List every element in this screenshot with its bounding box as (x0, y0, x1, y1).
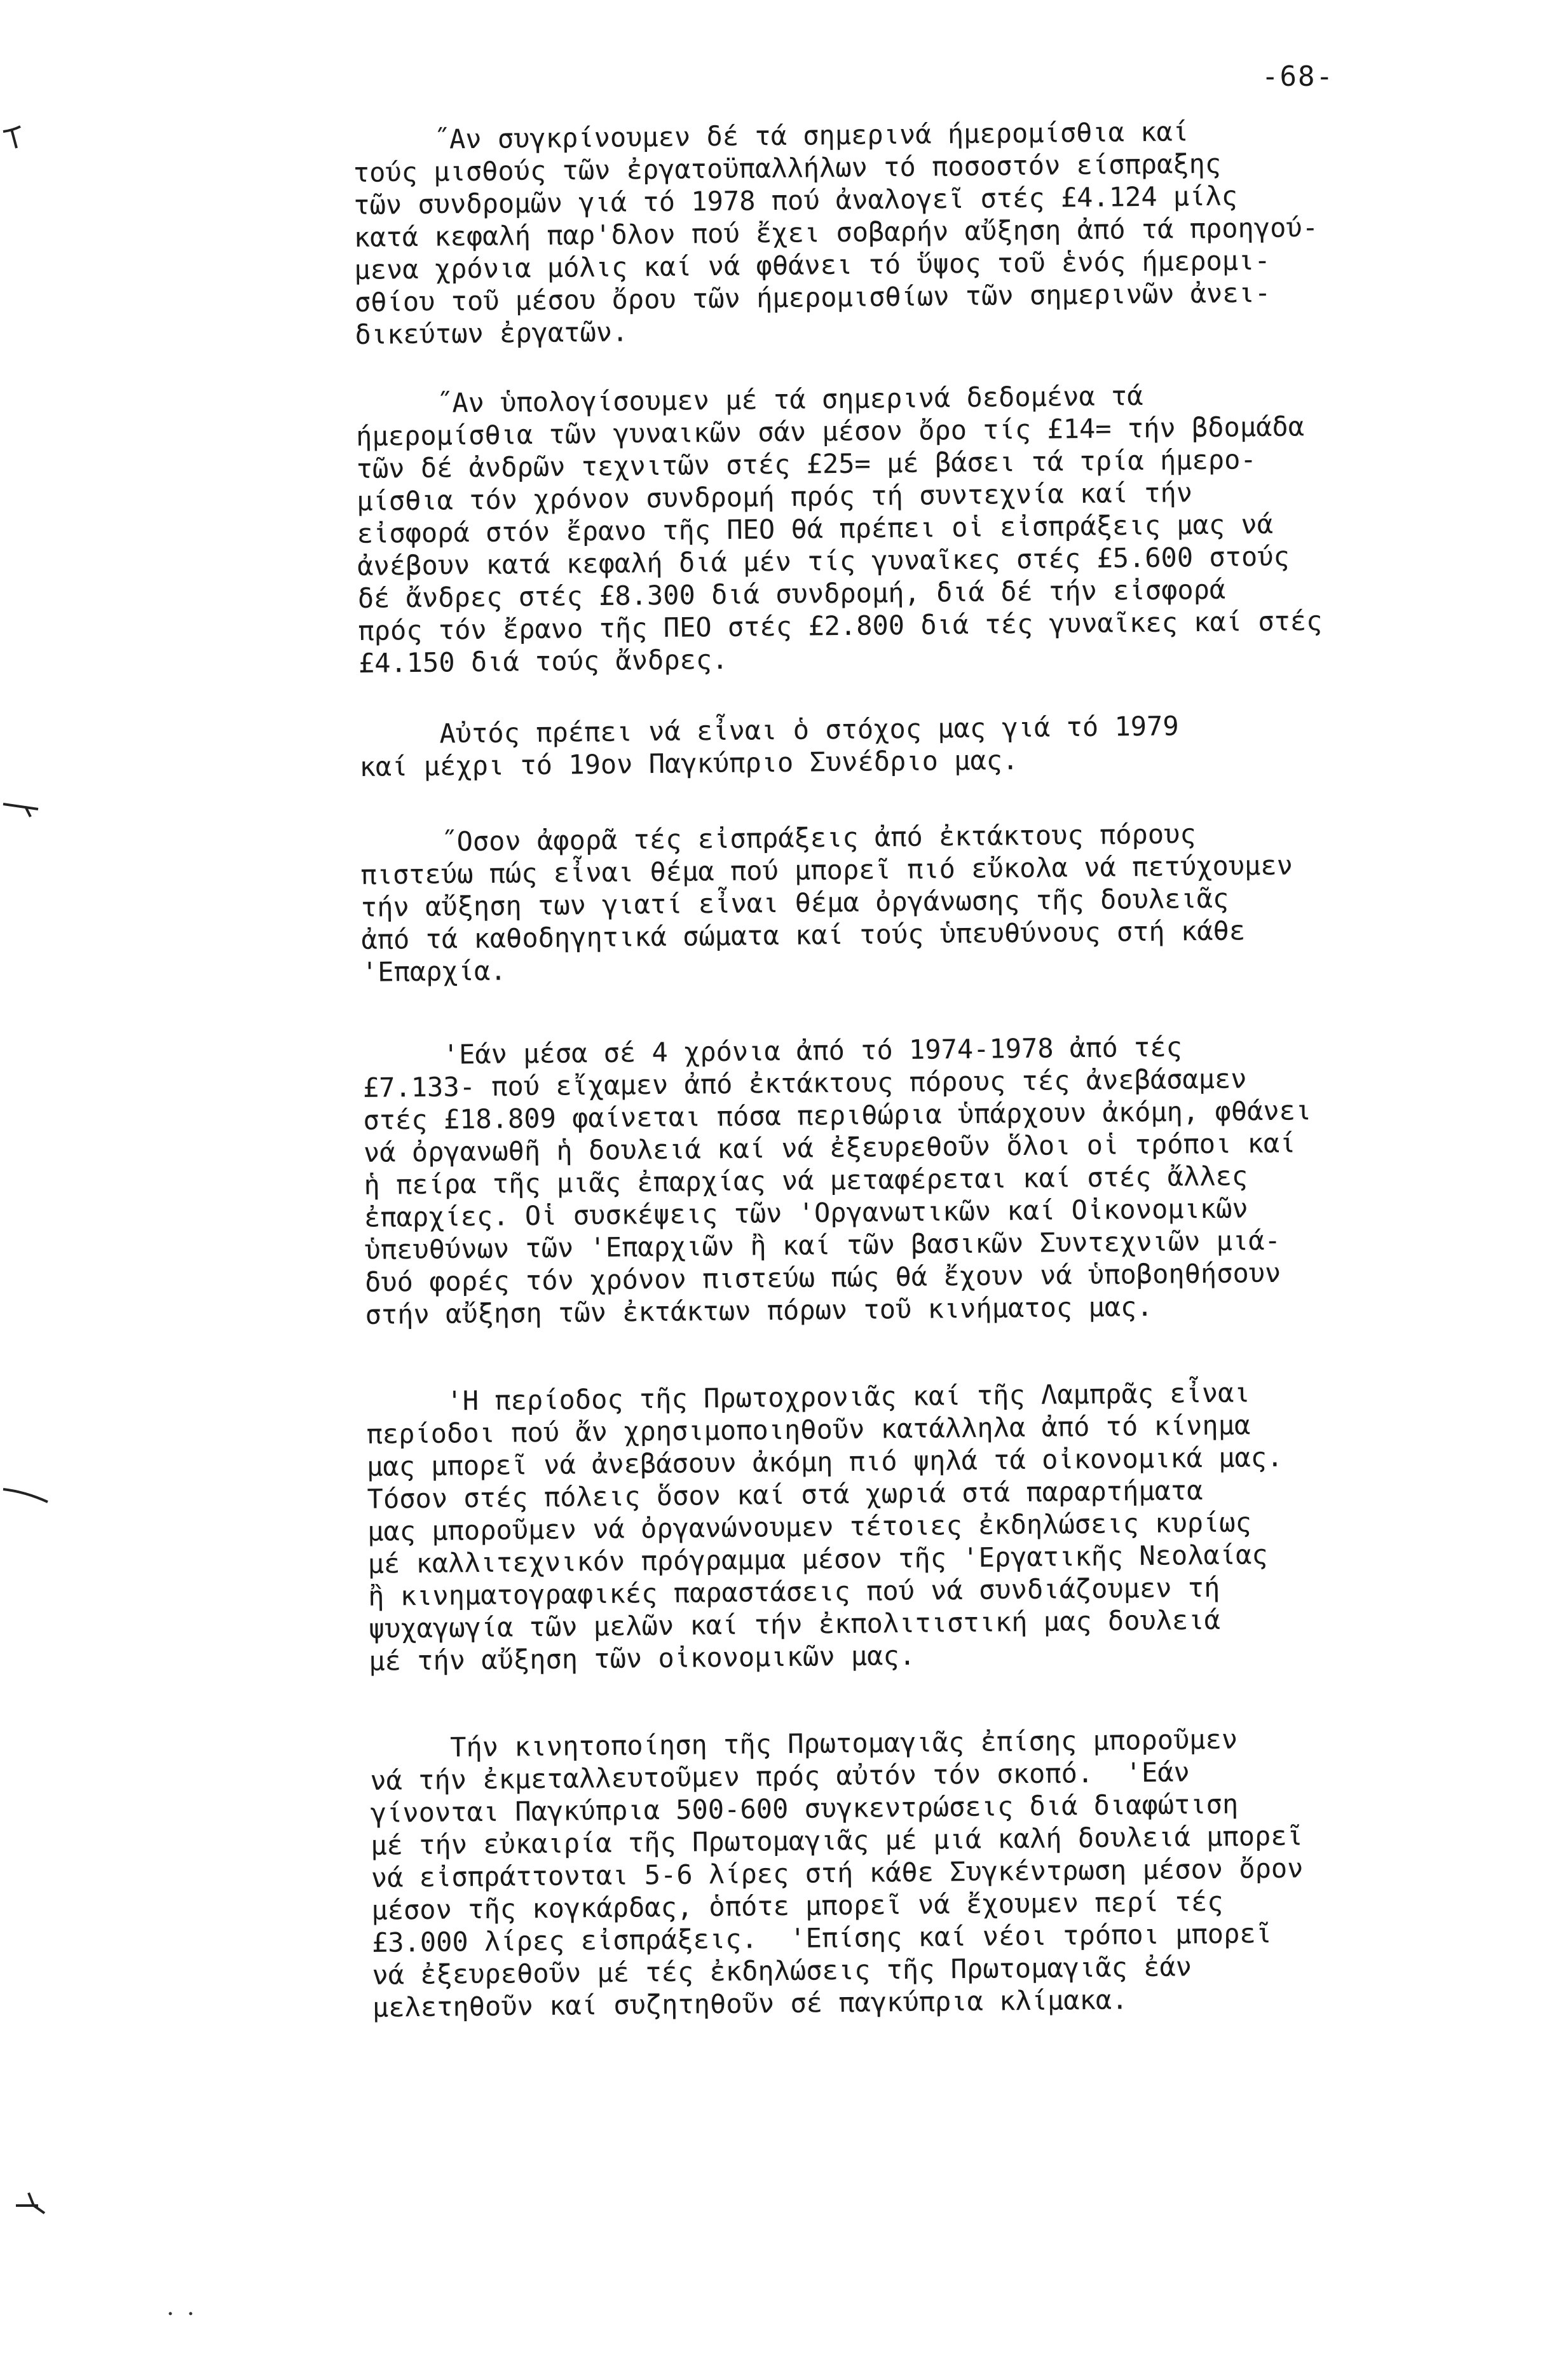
paragraph-6 (366, 1374, 1507, 1677)
text-line: στές £18.809 φαίνεται πόσα περιθώρια ὑπάρχουν ἀκόμη, φθάνει (363, 1095, 1312, 1136)
text-line: μας μπορεῖ νά ἀνεβάσουν ἀκόμη πιό ψηλά τά οἰκονομικά μας. (366, 1441, 1283, 1482)
text-line: μενα χρόνια μόλις καί νά φθάνει τό ὕψος τοῦ ἑνός ήμερομι- (354, 244, 1271, 285)
text-line: νά εἰσπράττονται 5-6 λίρες στή κάθε Συγκέντρωση μέσον ὄρον (371, 1852, 1304, 1893)
paragraph-4 (360, 814, 1500, 988)
text-line: περίοδοι πού ἄν χρησιμοποιηθοῦν κατάλληλα ἀπό τό κίνημα (366, 1409, 1251, 1450)
text-line: σθίου τοῦ μέσου ὄρου τῶν ήμερομισθίων τῶν σημερινῶν ἀνει- (354, 276, 1271, 318)
text-line: Τόσον στές πόλεις ὅσον καί στά χωριά στά παραρτήματα (367, 1475, 1203, 1515)
paragraph-7 (369, 1720, 1510, 2024)
text-line: νά ὀργανωθῆ ἡ δουλειά καί νά ἐξευρεθοῦν ὅλοι οἱ τρόποι καί (363, 1127, 1296, 1168)
body-text (353, 112, 1490, 2023)
text-line: τῶν δέ ἀνδρῶν τεχνιτῶν στές £25= μέ βάσει τά τρία ήμερο- (356, 444, 1257, 484)
text-line: μέ καλλιτεχνικόν πρόγραμμα μέσον τῆς 'Εργατικῆς Νεολαίας (367, 1539, 1268, 1579)
text-line: ἀπό τά καθοδηγητικά σώματα καί τούς ὑπευθύνους στή κάθε (361, 915, 1246, 955)
text-line: ψυχαγωγία τῶν μελῶν καί τήν ἐκπολιτιστική μας δουλειά (368, 1604, 1221, 1644)
text-line: £4.150 διά τούς ἄνδρες. (358, 643, 728, 679)
text-line: ἢ κινηματογραφικές παραστάσεις πού νά συνδιάζουμεν τή (368, 1571, 1220, 1612)
text-line: δικεύτων ἐργατῶν. (355, 316, 629, 350)
text-line: πρός τόν ἔρανο τῆς ΠΕΟ στές £2.800 διά τές γυναῖκες καί στές (358, 605, 1323, 646)
text-line: κατά κεφαλή παρ'δλον πού ἔχει σοβαρήν αὔξηση ἀπό τά προηγού- (353, 212, 1319, 253)
margin-mark-1 (0, 118, 38, 156)
text-line: μίσθια τόν χρόνον συνδρομή πρός τή συντεχνία καί τήν (356, 477, 1193, 517)
page-number: -68- (1262, 60, 1334, 93)
text-line: τούς μισθούς τῶν ἐργατοϋπαλλήλων τό ποσοστόν είσπραξης (353, 147, 1222, 188)
text-line: μέ τήν αὔξηση τῶν οἰκονομικῶν μας. (369, 1639, 916, 1677)
text-line: δέ ἄνδρες στές £8.300 διά συνδρομή, διά δέ τήν εἰσφορά (357, 573, 1226, 614)
text-line: Τήν κινητοποίηση τῆς Πρωτομαγιᾶς ἐπίσης μποροῦμεν (369, 1723, 1238, 1764)
margin-mark-4 (10, 2186, 54, 2225)
text-line: ἡ πείρα τῆς μιᾶς ἐπαρχίας νά μεταφέρεται καί στές ἄλλες (364, 1160, 1248, 1201)
text-line: εἰσφορά στόν ἔρανο τῆς ΠΕΟ θά πρέπει οἱ εἰσπράξεις μας νά (357, 508, 1274, 549)
scan-dots (165, 2307, 203, 2320)
text-line: τῶν συνδρομῶν γιά τό 1978 πού ἀναλογεῖ στές £4.124 μίλς (353, 180, 1238, 221)
text-line: ἀνέβουν κατά κεφαλή διά μέν τίς γυναῖκες στές £5.600 στούς (357, 540, 1290, 582)
text-line: ˝Αν ὑπολογίσουμεν μέ τά σημερινά δεδομένα τά (355, 380, 1143, 420)
text-line: μας μποροῦμεν νά ὀργανώνουμεν τέτοιες ἐκδηλώσεις κυρίως (367, 1506, 1252, 1547)
text-line: ὑπευθύνων τῶν 'Επαρχιῶν ἢ καί τῶν βασικῶν Συντεχνιῶν μιά- (364, 1224, 1281, 1265)
text-line: ˝Αν συγκρίνουμεν δέ τά σημερινά ήμερομίσθια καί (353, 116, 1189, 156)
text-line: μέ τήν εὐκαιρία τῆς Πρωτομαγιᾶς μέ μιά καλή δουλειά μπορεῖ (371, 1820, 1304, 1861)
text-line: γίνονται Παγκύπρια 500-600 συγκεντρώσεις διά διαφώτιση (370, 1788, 1239, 1829)
text-line: τήν αὔξηση των γιατί εἶναι θέμα ὀργάνωσης τῆς δουλειᾶς (360, 882, 1229, 923)
margin-mark-2 (0, 798, 51, 823)
margin-mark-3 (0, 1484, 57, 1510)
text-line: νά ἐξευρεθοῦν μέ τές ἐκδηλώσεις τῆς Πρωτομαγιᾶς ἐάν (372, 1951, 1192, 1991)
text-line: 'Επαρχία. (361, 955, 507, 988)
paragraph-1 (353, 112, 1493, 351)
paragraph-5 (362, 1027, 1503, 1331)
paragraph-2 (355, 376, 1496, 679)
paragraph-3 (359, 706, 1497, 783)
text-line: Αὐτός πρέπει νά εἶναι ὁ στόχος μας γιά τό 1979 (358, 710, 1179, 750)
text-line: ήμερομίσθια τῶν γυναικῶν σάν μέσον ὄρο τίς £14= τήν βδομάδα (355, 411, 1305, 452)
text-line: 'Εάν μέσα σέ 4 χρόνια ἀπό τό 1974-1978 ἀπό τές (362, 1031, 1183, 1071)
text-line: ἐπαρχίες. Οἱ συσκέψεις τῶν 'Οργανωτικῶν καί Οἰκονομικῶν (364, 1192, 1248, 1233)
text-line: £3.000 λίρες εἰσπράξεις. 'Επίσης καί νέοι τρόποι μπορεῖ (371, 1918, 1272, 1958)
text-line: μέσον τῆς κογκάρδας, ὁπότε μπορεῖ νά ἔχουμεν περί τές (371, 1885, 1224, 1926)
text-line: 'Η περίοδος τῆς Πρωτοχρονιᾶς καί τῆς Λαμπρᾶς εἶναι (365, 1377, 1250, 1417)
text-line: καί μέχρι τό 19ον Παγκύπριο Συνέδριο μας. (359, 744, 1019, 782)
text-line: £7.133- πού εἴχαμεν ἀπό ἐκτάκτους πόρους τές ἀνεβάσαμεν (362, 1063, 1247, 1103)
text-line: μελετηθοῦν καί συζητηθοῦν σέ παγκύπρια κλίμακα. (372, 1984, 1128, 2023)
text-line: ˝Οσον ἀφορᾶ τές εἰσπράξεις ἀπό ἐκτάκτους πόρους (360, 818, 1196, 858)
text-line: νά τήν ἐκμεταλλευτοῦμεν πρός αὐτόν τόν σκοπό. 'Εάν (370, 1756, 1190, 1796)
text-line: δυό φορές τόν χρόνον πιστεύω πώς θά ἔχουν νά ὑποβοηθήσουν (364, 1257, 1281, 1298)
text-line: πιστεύω πώς εἶναι θέμα πού μπορεῖ πιό εὔκολα νά πετύχουμεν (360, 849, 1293, 890)
text-line: στήν αὔξηση τῶν ἐκτάκτων πόρων τοῦ κινήματος μας. (365, 1290, 1153, 1330)
